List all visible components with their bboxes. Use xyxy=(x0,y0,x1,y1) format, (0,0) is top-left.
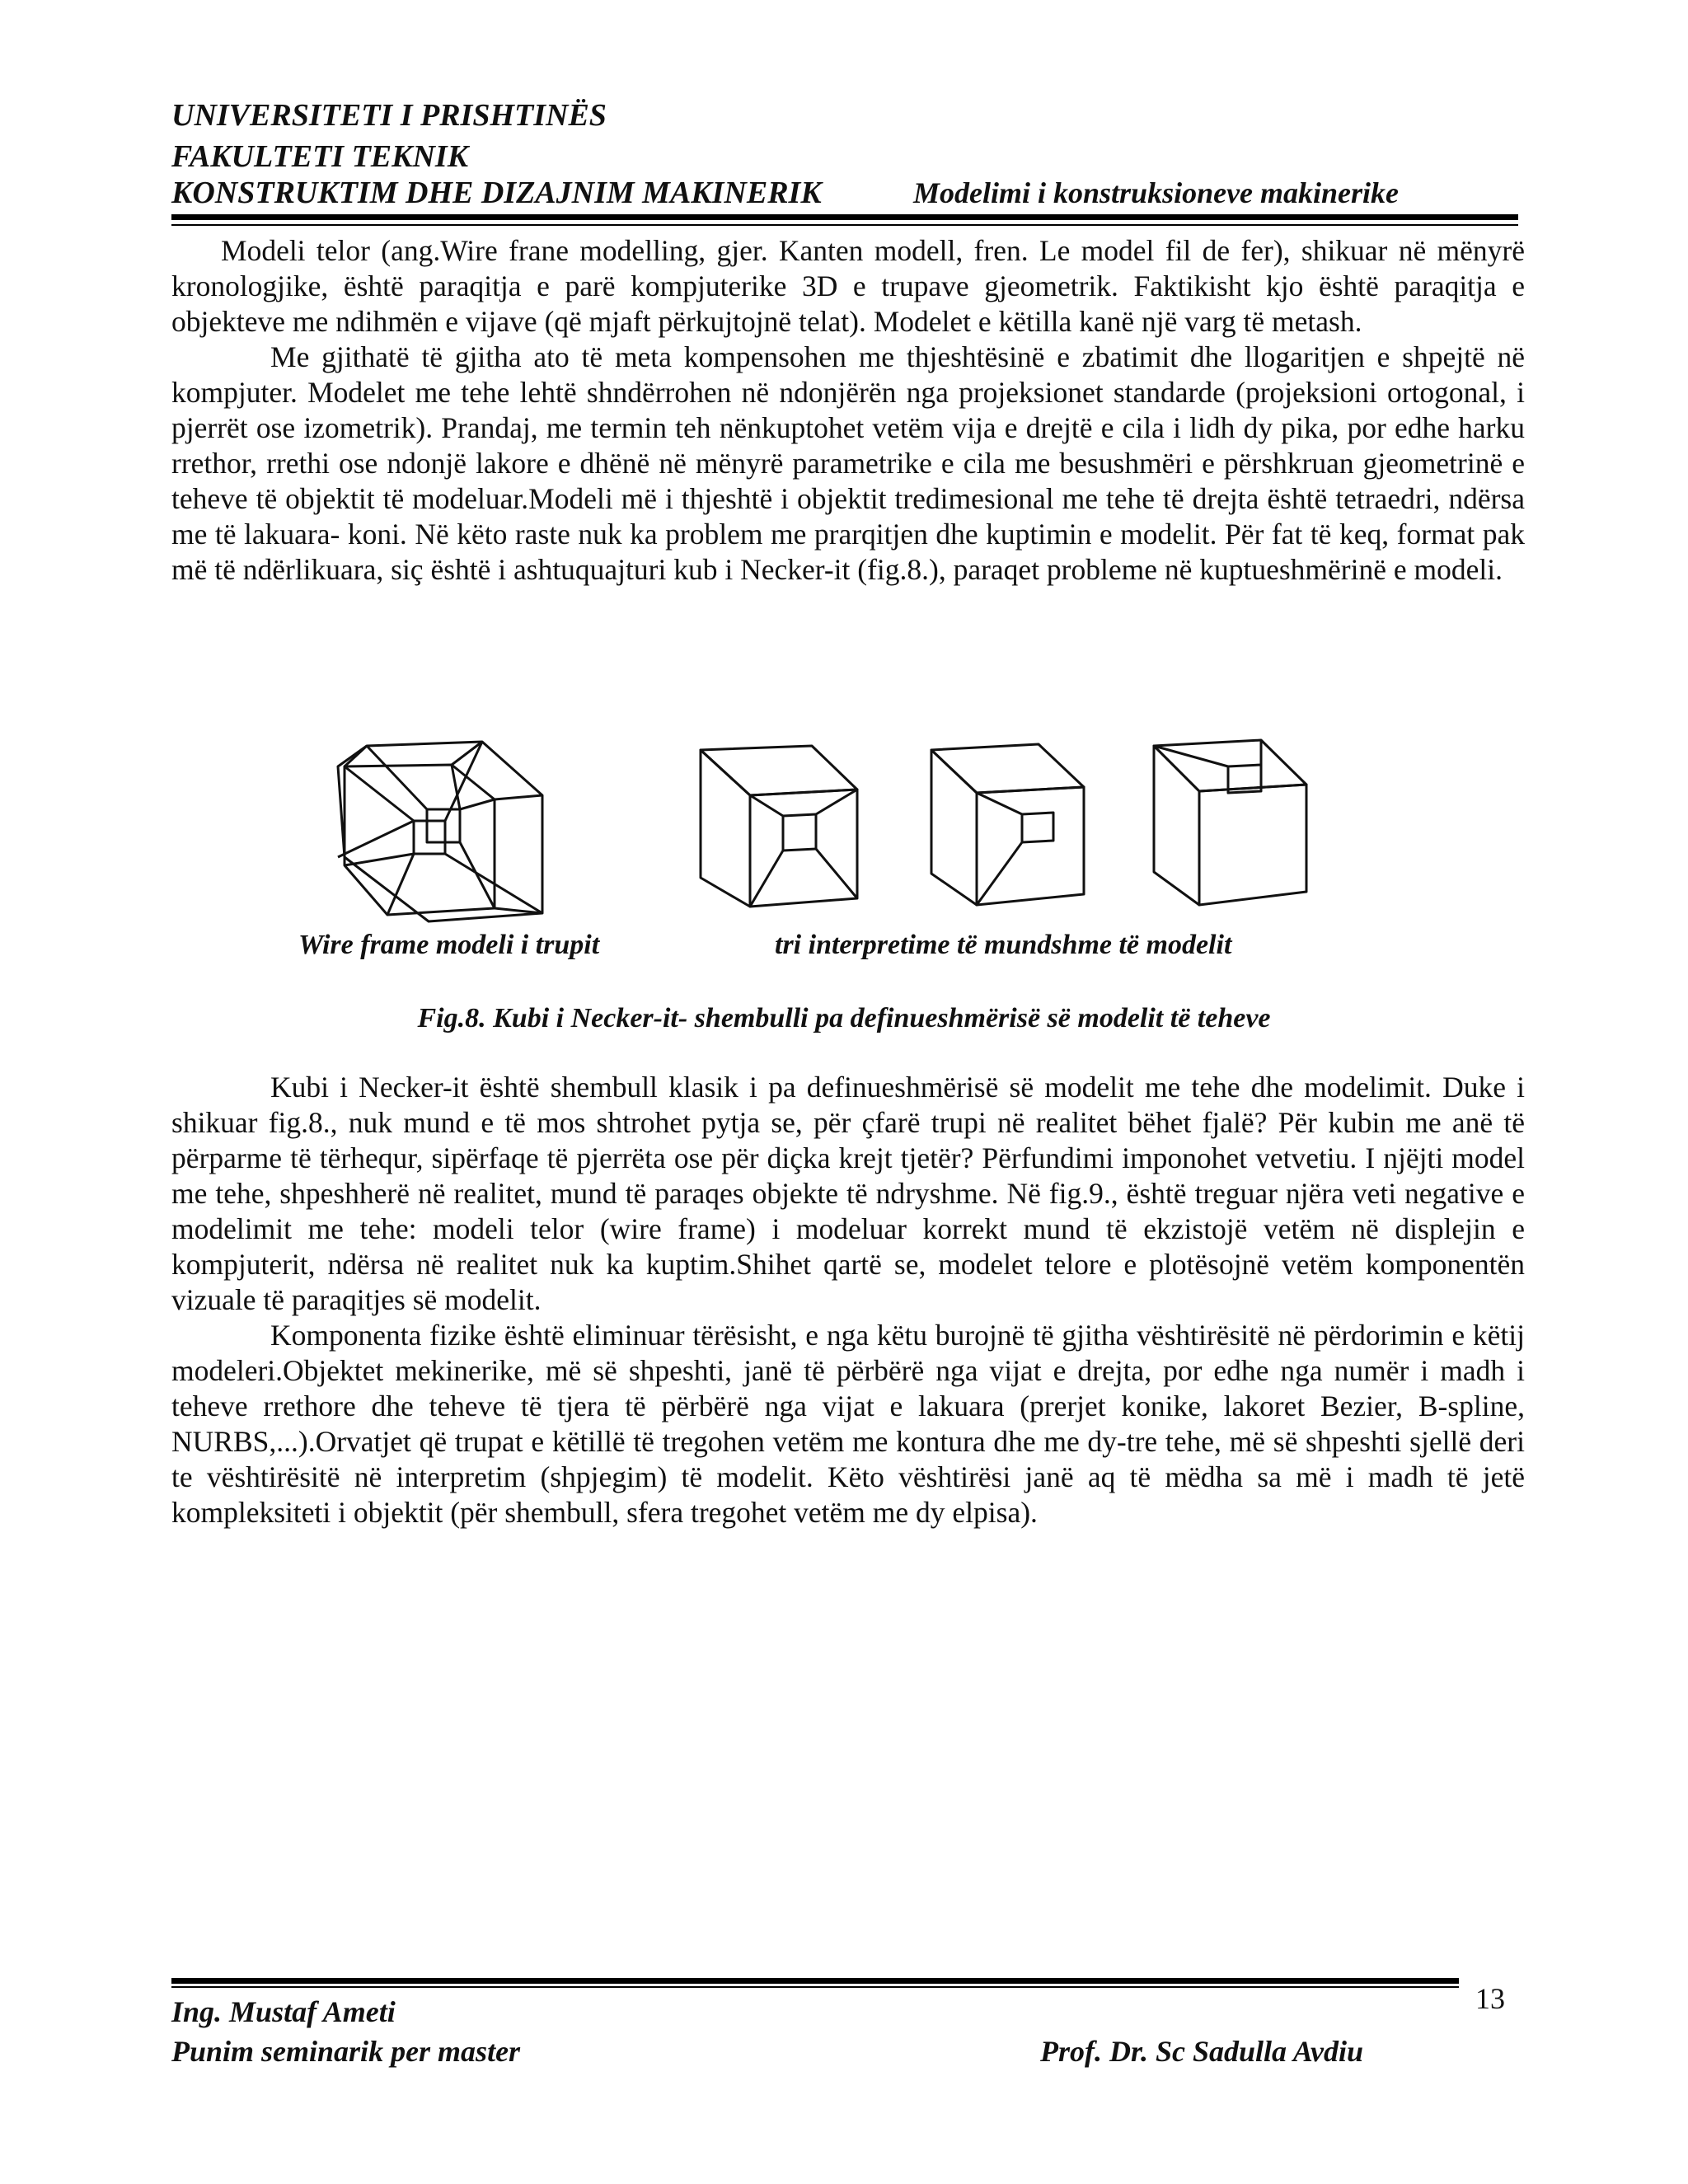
body-upper xyxy=(171,233,1525,588)
paragraph-3: Kubi i Necker-it është shembull klasik i pa definueshmërisë së modelit me tehe dhe modelimit. Duke i shikuar fig.8., nuk mund e të mos shtrohet pytja se, për çfarë trupi në realitet bëhet fjalë? Për kubin me anë të përparme të tërhequr, sipërfaqe të pjerrëta ose për diçka krejt tjetër? Përfundimi imponohet vetvetiu. I njëjti model me tehe, shpeshherë në realitet, mund të paraqes objekte të ndryshme. Në fig.9., është treguar njëra veti negative e modelimit me tehe: modeli telor (wire frame) i modeluar korrekt mund të ekzistojë vetëm në displejin e kompjuterit, ndërsa në realitet nuk ka kuptim.Shihet qartë se, modelet telore e plotësojnë vetëm komponentën vizuale të paraqitjes së modelit. xyxy=(171,1071,1525,1316)
paragraph-1: Modeli telor (ang.Wire frane modelling, gjer. Kanten modell, fren. Le model fil de fer), shikuar në mënyrë kronologjike, është paraqitja e parë kompjuterike 3D e trupave gjeometrik. Faktikisht kjo është paraqitja e objekteve me ndihmën e vijave (që mjaft përkujtojnë telat). Modelet e këtilla kanë një varg të metash. xyxy=(171,234,1525,338)
interpretation-cube-3 xyxy=(1154,740,1306,905)
footer-rule-thin xyxy=(171,1986,1459,1988)
footer-author: Ing. Mustaf Ameti xyxy=(171,1995,396,2028)
interpretation-cube-1 xyxy=(701,746,857,907)
body-lower xyxy=(171,1070,1525,1530)
wireframe-cube-drawing xyxy=(338,742,542,921)
caption-interpretations: tri interpretime të mundshme të modelit xyxy=(775,930,1232,960)
caption-wireframe: Wire frame modeli i trupit xyxy=(298,930,600,960)
header-rule-thin xyxy=(171,224,1518,226)
footer-work: Punim seminarik per master xyxy=(171,2035,521,2068)
header-course-title: Modelimi i konstruksioneve makinerike xyxy=(913,176,1400,209)
header-department: KONSTRUKTIM DHE DIZAJNIM MAKINERIK xyxy=(171,176,822,210)
header-rule-thick xyxy=(171,214,1518,220)
paragraph-2: Me gjithatë të gjitha ato të meta kompensohen me thjeshtësinë e zbatimit dhe llogaritjen e shpejtë në kompjuter. Modelet me tehe lehtë shndërrohen në ndonjërën nga projeksionet standarde (projeksioni ortogonal, i pjerrët ose izometrik). Prandaj, me termin teh nënkuptohet vetëm vija e drejtë e cila i lidh dy pika, por edhe harku rrethor, rrethi ose ndonjë lakore e dhënë në mënyrë parametrike e cila me besushmëri e përshkruan gjeometrinë e teheve të objektit të modeluar.Modeli më i thjeshtë i objektit tredimesional me tehe të drejta është tetraedri, ndërsa me të lakuara- koni. Në këto raste nuk ka problem me prarqitjen dhe kuptimin e modelit. Për fat të keq, format pak më të ndërlikuara, siç është i ashtuquajturi kub i Necker-it (fig.8.), paraqet probleme në kuptueshmërinë e modeli. xyxy=(171,340,1525,586)
header-university: UNIVERSITETI I PRISHTINËS xyxy=(171,98,607,133)
figure-title: Fig.8. Kubi i Necker-it- shembulli pa definueshmërisë së modelit të teheve xyxy=(417,1003,1271,1033)
paragraph-4: Komponenta fizike është eliminuar tërësisht, e nga këtu burojnë të gjitha vështirësitë në përdorimin e këtij modeleri.Objektet mekinerike, më së shpeshti, janë të përbërë nga vijat e drejta, por edhe nga numër i madh i teheve rrethore dhe teheve të tjera të përbërë nga vijat e lakuara (prerjet konike, lakoret Bezier, B-spline, NURBS,...).Orvatjet që trupat e këtillë të tregohen vetëm me kontura dhe me dy-tre tehe, më së shpeshti sjellë deri te vështirësitë në interpretim (shpjegim) të modelit. Këto vështirësi janë aq të mëdha sa më i madh të jetë kompleksiteti i objektit (për shembull, sfera tregohet vetëm me dy elpisa). xyxy=(171,1319,1525,1529)
necker-cube-figure xyxy=(321,717,1376,948)
footer-rule-thick xyxy=(171,1978,1459,1984)
footer-professor: Prof. Dr. Sc Sadulla Avdiu xyxy=(1040,2035,1364,2068)
page-number: 13 xyxy=(1475,1982,1505,2015)
header-faculty: FAKULTETI TEKNIK xyxy=(171,139,469,174)
interpretation-cube-2 xyxy=(931,744,1084,905)
